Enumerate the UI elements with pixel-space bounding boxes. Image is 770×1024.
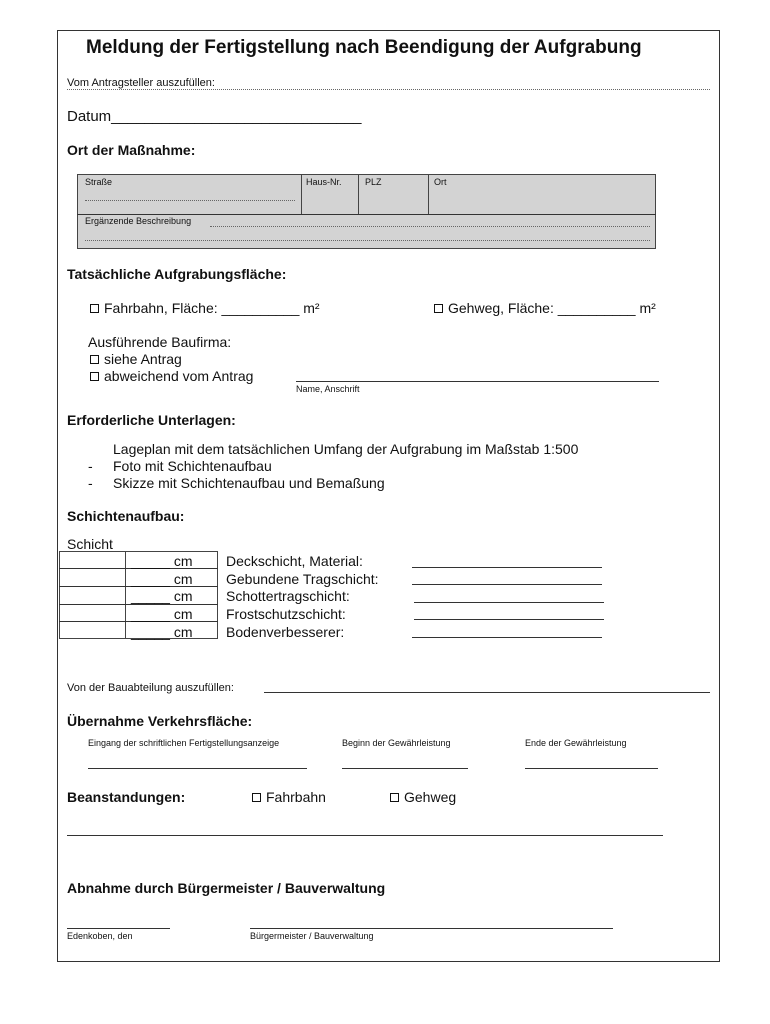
place-date-label: Edenkoben, den bbox=[67, 931, 133, 941]
layer-material-input[interactable] bbox=[414, 602, 604, 603]
layer-row-divider bbox=[59, 604, 218, 605]
siehe-antrag-label: siehe Antrag bbox=[104, 351, 182, 367]
document-item: Foto mit Schichtenaufbau bbox=[113, 458, 272, 474]
documents-heading: Erforderliche Unterlagen: bbox=[67, 412, 236, 428]
layer-material-input[interactable] bbox=[412, 567, 602, 568]
layer-name: Deckschicht, Material: bbox=[226, 553, 363, 569]
layer-cm-field[interactable]: _____ cm bbox=[131, 624, 193, 640]
document-item: Skizze mit Schichtenaufbau und Bemaßung bbox=[113, 475, 385, 491]
complaints-heading: Beanstandungen: bbox=[67, 789, 186, 805]
layer-table-col-divider bbox=[125, 551, 126, 639]
layer-cm-field[interactable]: _____ cm bbox=[131, 553, 193, 569]
complaint-gehweg-checkbox[interactable] bbox=[390, 793, 399, 802]
fahrbahn-option[interactable] bbox=[90, 300, 320, 316]
takeover-input[interactable] bbox=[525, 768, 658, 769]
takeover-field-label: Beginn der Gewährleistung bbox=[342, 738, 451, 748]
layer-material-input[interactable] bbox=[414, 619, 604, 620]
complaint-fahrbahn-label: Fahrbahn bbox=[266, 789, 326, 805]
takeover-heading: Übernahme Verkehrsfläche: bbox=[67, 713, 253, 729]
building-section-rule bbox=[264, 692, 710, 693]
gehweg-checkbox[interactable] bbox=[434, 304, 443, 313]
complaint-fahrbahn-checkbox[interactable] bbox=[252, 793, 261, 802]
ort-heading: Ort der Maßnahme: bbox=[67, 142, 196, 158]
fahrbahn-label: Fahrbahn, Fläche: __________ m² bbox=[104, 300, 320, 316]
schicht-label: Schicht bbox=[67, 536, 113, 552]
layer-cm-field[interactable]: _____ cm bbox=[131, 588, 193, 604]
gehweg-label: Gehweg, Fläche: __________ m² bbox=[448, 300, 656, 316]
page-title: Meldung der Fertigstellung nach Beendigung der Aufgrabung bbox=[86, 37, 642, 58]
document-bullet: - bbox=[88, 458, 93, 474]
layers-heading: Schichtenaufbau: bbox=[67, 508, 185, 524]
layer-material-input[interactable] bbox=[412, 584, 602, 585]
strasse-input[interactable] bbox=[85, 200, 295, 201]
fahrbahn-checkbox[interactable] bbox=[90, 304, 99, 313]
form-page bbox=[57, 30, 720, 962]
beschreibung-input-2[interactable] bbox=[85, 240, 650, 241]
building-section-label: Von der Bauabteilung auszufüllen: bbox=[67, 682, 234, 694]
baufirma-label: Ausführende Baufirma: bbox=[88, 334, 232, 350]
applicant-section-label: Vom Antragsteller auszufüllen: bbox=[67, 77, 215, 89]
datum-field[interactable]: Datum______________________________ bbox=[67, 108, 362, 125]
complaint-gehweg-label: Gehweg bbox=[404, 789, 457, 805]
abweichend-option[interactable] bbox=[90, 368, 253, 384]
location-col-divider-2 bbox=[358, 174, 359, 214]
layer-cm-field[interactable]: _____ cm bbox=[131, 571, 193, 587]
takeover-input[interactable] bbox=[88, 768, 307, 769]
siehe-antrag-checkbox[interactable] bbox=[90, 355, 99, 364]
document-bullet: - bbox=[88, 475, 93, 491]
takeover-field-label: Eingang der schriftlichen Fertigstellungsanzeige bbox=[88, 738, 280, 748]
gehweg-option[interactable] bbox=[434, 300, 656, 316]
signature-input[interactable] bbox=[250, 928, 613, 929]
takeover-input[interactable] bbox=[342, 768, 468, 769]
ort-label: Ort bbox=[434, 177, 447, 187]
complaint-gehweg-option[interactable] bbox=[390, 789, 456, 805]
beschreibung-input-1[interactable] bbox=[210, 226, 650, 227]
haus-nr-label: Haus-Nr. bbox=[306, 177, 342, 187]
name-anschrift-input[interactable] bbox=[296, 381, 659, 382]
place-date-input[interactable] bbox=[67, 928, 170, 929]
location-col-divider-3 bbox=[428, 174, 429, 214]
layer-material-input[interactable] bbox=[412, 637, 602, 638]
siehe-antrag-option[interactable] bbox=[90, 351, 182, 367]
abweichend-checkbox[interactable] bbox=[90, 372, 99, 381]
signature-label: Bürgermeister / Bauverwaltung bbox=[250, 931, 374, 941]
location-col-divider-1 bbox=[301, 174, 302, 214]
applicant-section-rule bbox=[67, 89, 710, 90]
layer-name: Schottertragschicht: bbox=[226, 588, 350, 604]
takeover-field-label: Ende der Gewährleistung bbox=[525, 738, 627, 748]
strasse-label: Straße bbox=[85, 177, 113, 187]
location-row-divider bbox=[77, 214, 656, 215]
layer-name: Gebundene Tragschicht: bbox=[226, 571, 379, 587]
plz-label: PLZ bbox=[365, 177, 382, 187]
abweichend-label: abweichend vom Antrag bbox=[104, 368, 254, 384]
document-item: Lageplan mit dem tatsächlichen Umfang der Aufgrabung im Maßstab 1:500 bbox=[113, 441, 579, 457]
beschreibung-label: Ergänzende Beschreibung bbox=[85, 216, 192, 226]
layer-name: Frostschutzschicht: bbox=[226, 606, 346, 622]
layer-cm-field[interactable]: _____ cm bbox=[131, 606, 193, 622]
acceptance-heading: Abnahme durch Bürgermeister / Bauverwaltung bbox=[67, 880, 386, 896]
complaint-fahrbahn-option[interactable] bbox=[252, 789, 326, 805]
name-anschrift-label: Name, Anschrift bbox=[296, 384, 360, 394]
surface-heading: Tatsächliche Aufgrabungsfläche: bbox=[67, 266, 287, 282]
complaints-input[interactable] bbox=[67, 835, 663, 836]
layer-name: Bodenverbesserer: bbox=[226, 624, 345, 640]
